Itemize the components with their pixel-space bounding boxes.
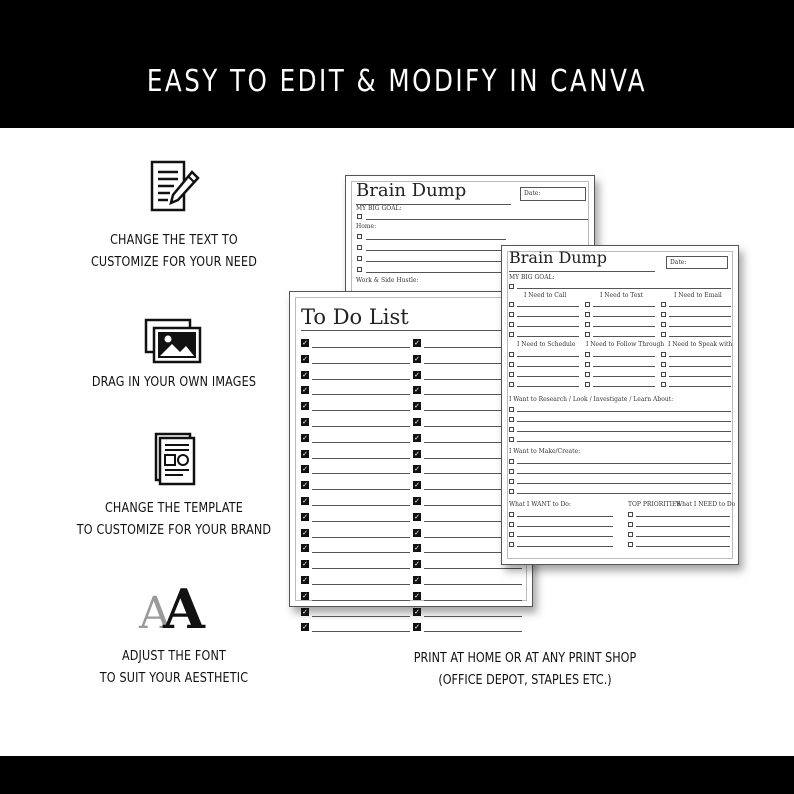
checkbox[interactable]	[509, 382, 514, 387]
checkbox[interactable]	[661, 332, 666, 337]
todo-line	[312, 584, 410, 585]
line	[517, 411, 731, 412]
todo-checkbox[interactable]: ✓	[302, 512, 308, 521]
need-call-label: I Need to Call	[524, 292, 567, 299]
checkbox[interactable]	[509, 302, 514, 307]
feature-line: DRAG IN YOUR OWN IMAGES	[91, 375, 257, 390]
checkbox[interactable]	[509, 417, 514, 422]
todo-line	[312, 616, 410, 617]
checkbox[interactable]	[585, 302, 590, 307]
checkbox[interactable]	[661, 372, 666, 377]
checkbox[interactable]	[585, 322, 590, 327]
line	[636, 526, 730, 527]
line	[517, 421, 731, 422]
big-goal-label: MY BIG GOAL:	[509, 274, 555, 281]
work-label: Work & Side Hustle:	[356, 277, 419, 284]
checkbox[interactable]	[661, 322, 666, 327]
need-speak-label: I Need to Speak with	[668, 341, 733, 348]
line	[517, 336, 579, 337]
feature-adjust-font	[60, 577, 288, 690]
todo-checkbox[interactable]: ✓	[302, 449, 308, 458]
todo-line	[312, 600, 410, 601]
feature-line: CHANGE THE TEMPLATE	[104, 501, 244, 516]
todo-line	[312, 505, 410, 506]
line	[669, 326, 731, 327]
todo-checkbox[interactable]: ✓	[302, 591, 308, 600]
checkbox	[357, 234, 362, 239]
checkbox[interactable]	[661, 302, 666, 307]
todo-line	[312, 394, 410, 395]
feature-line: CHANGE THE TEXT TO	[110, 233, 238, 248]
line	[593, 326, 655, 327]
checkbox[interactable]	[509, 352, 514, 357]
top-priorities-label: TOP PRIORITIES	[628, 501, 681, 508]
line	[517, 516, 613, 517]
footer-banner	[0, 756, 794, 794]
checkbox[interactable]	[509, 322, 514, 327]
line	[669, 306, 731, 307]
todo-checkbox[interactable]: ✓	[414, 560, 420, 569]
line	[517, 536, 613, 537]
line	[517, 306, 579, 307]
feature-change-template	[60, 432, 288, 542]
todo-checkbox[interactable]: ✓	[414, 607, 420, 616]
line	[636, 536, 730, 537]
line	[636, 516, 730, 517]
todo-line	[312, 489, 410, 490]
todo-line	[312, 442, 410, 443]
todo-line	[424, 584, 522, 585]
line	[517, 463, 731, 464]
feature-change-text	[60, 160, 288, 274]
todo-checkbox[interactable]: ✓	[414, 386, 420, 395]
todo-line	[312, 347, 410, 348]
todo-checkbox[interactable]: ✓	[302, 576, 308, 584]
checkbox[interactable]	[509, 542, 514, 547]
images-icon	[144, 318, 204, 364]
todo-checkbox[interactable]: ✓	[414, 623, 420, 632]
todo-line	[312, 458, 410, 459]
checkbox[interactable]	[628, 522, 633, 527]
need-do-label: What I NEED to Do	[676, 501, 736, 508]
header-banner	[0, 0, 794, 128]
todo-line	[312, 521, 410, 522]
line	[669, 356, 731, 357]
feature-drag-images	[60, 318, 288, 394]
line	[517, 326, 579, 327]
brain-dump-front-sheet	[501, 245, 739, 565]
feature-line: TO CUSTOMIZE FOR YOUR BRAND	[76, 523, 272, 538]
todo-checkbox[interactable]: ✓	[414, 465, 420, 474]
todo-line	[312, 568, 410, 569]
line	[517, 483, 731, 484]
edit-document-icon	[146, 160, 202, 216]
checkbox[interactable]	[509, 427, 514, 432]
sheet-title: To Do List	[301, 305, 409, 329]
line	[517, 546, 613, 547]
line	[517, 288, 731, 289]
line	[593, 386, 655, 387]
checkbox[interactable]	[509, 479, 514, 484]
font-icon	[129, 577, 219, 641]
checkbox[interactable]	[509, 469, 514, 474]
todo-line	[424, 631, 522, 632]
checkbox[interactable]	[628, 542, 633, 547]
todo-checkbox[interactable]: ✓	[302, 370, 308, 379]
todo-checkbox[interactable]: ✓	[414, 339, 420, 347]
checkbox[interactable]	[585, 382, 590, 387]
line	[517, 366, 579, 367]
title-rule	[509, 271, 655, 272]
todo-checkbox[interactable]: ✓	[414, 370, 420, 379]
checkbox[interactable]	[628, 532, 633, 537]
home-label: Home:	[356, 223, 377, 230]
line	[593, 356, 655, 357]
line	[366, 250, 506, 251]
todo-checkbox[interactable]: ✓	[414, 402, 420, 411]
need-follow-label: I Need to Follow Through	[586, 341, 665, 348]
checkbox[interactable]	[509, 437, 514, 442]
todo-checkbox[interactable]: ✓	[414, 354, 420, 363]
checkbox[interactable]	[509, 489, 514, 494]
todo-line	[424, 568, 522, 569]
need-email-label: I Need to Email	[674, 292, 722, 299]
feature-line: TO SUIT YOUR AESTHETIC	[99, 671, 249, 686]
todo-line	[312, 426, 410, 427]
todo-checkbox[interactable]: ✓	[414, 576, 420, 584]
line	[669, 316, 731, 317]
line	[517, 526, 613, 527]
checkbox	[357, 256, 362, 261]
checkbox[interactable]	[585, 332, 590, 337]
todo-line	[424, 616, 522, 617]
line	[593, 316, 655, 317]
checkbox	[509, 284, 514, 289]
todo-checkbox[interactable]: ✓	[302, 560, 308, 569]
print-note-line: (OFFICE DEPOT, STAPLES ETC.)	[438, 673, 612, 688]
checkbox[interactable]	[585, 372, 590, 377]
date-box: Date:	[520, 187, 586, 201]
sheet-title: Brain Dump	[356, 180, 467, 201]
feature-line: CUSTOMIZE FOR YOUR NEED	[90, 255, 258, 270]
todo-checkbox[interactable]: ✓	[414, 591, 420, 600]
todo-line	[312, 363, 410, 364]
line	[517, 316, 579, 317]
todo-checkbox[interactable]: ✓	[414, 481, 420, 490]
line	[517, 376, 579, 377]
checkbox[interactable]	[585, 352, 590, 357]
todo-checkbox[interactable]: ✓	[302, 607, 308, 616]
checkbox[interactable]	[661, 312, 666, 317]
want-make-label: I Want to Make/Create:	[509, 448, 581, 455]
date-box: Date:	[666, 256, 728, 269]
need-text-label: I Need to Text	[600, 292, 644, 299]
line	[366, 219, 588, 220]
sheet-inner-border	[295, 297, 527, 601]
feature-line: ADJUST THE FONT	[121, 649, 227, 664]
checkbox[interactable]	[585, 362, 590, 367]
line	[517, 386, 579, 387]
line	[669, 376, 731, 377]
line	[366, 261, 506, 262]
checkbox[interactable]	[585, 312, 590, 317]
checkbox[interactable]	[661, 382, 666, 387]
line	[669, 366, 731, 367]
line	[593, 306, 655, 307]
todo-checkbox[interactable]: ✓	[414, 528, 420, 537]
page-title: EASY TO EDIT & MODIFY IN CANVA	[146, 64, 648, 99]
line	[517, 473, 731, 474]
checkbox[interactable]	[509, 512, 514, 517]
checkbox[interactable]	[509, 312, 514, 317]
line	[636, 546, 730, 547]
todo-line	[312, 473, 410, 474]
checkbox[interactable]	[509, 407, 514, 412]
todo-line	[312, 379, 410, 380]
line	[366, 272, 506, 273]
todo-checkbox[interactable]: ✓	[302, 386, 308, 395]
want-do-label: What I WANT to Do:	[509, 501, 571, 508]
checkbox[interactable]	[509, 532, 514, 537]
checkbox[interactable]	[509, 522, 514, 527]
print-note	[357, 648, 692, 692]
line	[669, 336, 731, 337]
checkbox[interactable]	[509, 459, 514, 464]
todo-line	[424, 600, 522, 601]
todo-checkbox[interactable]: ✓	[414, 433, 420, 442]
checkbox[interactable]	[661, 352, 666, 357]
checkbox	[357, 214, 362, 219]
line	[517, 356, 579, 357]
print-note-line: PRINT AT HOME OR AT ANY PRINT SHOP	[413, 651, 637, 666]
todo-checkbox[interactable]: ✓	[302, 418, 308, 426]
line	[593, 366, 655, 367]
todo-checkbox[interactable]: ✓	[302, 528, 308, 537]
need-schedule-label: I Need to Schedule	[517, 341, 576, 348]
checkbox[interactable]	[509, 362, 514, 367]
todo-checkbox[interactable]: ✓	[414, 544, 420, 553]
todo-checkbox[interactable]: ✓	[414, 512, 420, 521]
checkbox	[357, 245, 362, 250]
todo-checkbox[interactable]: ✓	[414, 497, 420, 505]
checkbox[interactable]	[509, 332, 514, 337]
todo-checkbox[interactable]: ✓	[302, 544, 308, 553]
todo-list-sheet	[289, 291, 533, 632]
todo-checkbox[interactable]: ✓	[302, 623, 308, 632]
line	[517, 493, 731, 494]
todo-line	[312, 552, 410, 553]
template-icon	[150, 432, 198, 488]
line	[593, 376, 655, 377]
line	[517, 431, 731, 432]
line	[669, 386, 731, 387]
todo-checkbox[interactable]: ✓	[302, 465, 308, 474]
checkbox[interactable]	[509, 372, 514, 377]
todo-checkbox[interactable]: ✓	[302, 481, 308, 490]
todo-checkbox[interactable]: ✓	[302, 339, 308, 347]
title-rule	[301, 330, 523, 331]
checkbox	[357, 267, 362, 272]
todo-line	[312, 537, 410, 538]
todo-checkbox[interactable]: ✓	[302, 497, 308, 505]
checkbox[interactable]	[628, 512, 633, 517]
todo-line	[312, 631, 410, 632]
todo-checkbox[interactable]: ✓	[414, 418, 420, 426]
line	[517, 441, 731, 442]
font-icon-letter-front: A	[163, 577, 205, 641]
line	[366, 239, 506, 240]
checkbox[interactable]	[661, 362, 666, 367]
sheet-title: Brain Dump	[509, 248, 607, 267]
todo-checkbox[interactable]: ✓	[302, 433, 308, 442]
line	[593, 336, 655, 337]
todo-checkbox[interactable]: ✓	[414, 449, 420, 458]
want-research-label: I Want to Research / Look / Investigate / Learn About:	[509, 396, 674, 403]
todo-line	[312, 410, 410, 411]
todo-checkbox[interactable]: ✓	[302, 354, 308, 363]
font-icon-letter-back: A	[139, 588, 171, 639]
big-goal-label: MY BIG GOAL:	[356, 205, 402, 212]
todo-checkbox[interactable]: ✓	[302, 402, 308, 411]
